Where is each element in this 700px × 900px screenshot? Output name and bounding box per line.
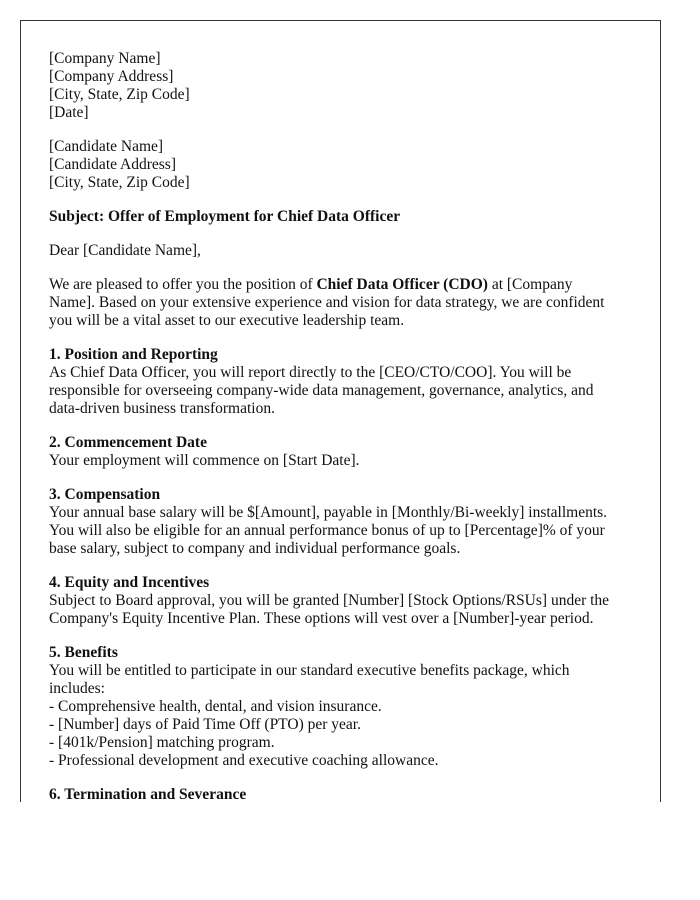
section-heading: 5. Benefits	[49, 644, 118, 661]
section-heading: 4. Equity and Incentives	[49, 574, 210, 591]
recipient-candidate-address: [Candidate Address]	[49, 156, 176, 173]
intro-line-1	[49, 276, 634, 294]
letter-content	[49, 50, 634, 802]
section-compensation	[49, 486, 634, 558]
intro-text-before: We are pleased to offer you the position of	[49, 276, 317, 293]
letter-date: [Date]	[49, 104, 89, 121]
intro-text-after: at [Company	[487, 276, 573, 293]
sender-city-state-zip: [City, State, Zip Code]	[49, 86, 190, 103]
intro-line-2: Name]. Based on your extensive experience and vision for data strategy, we are confident	[49, 294, 605, 311]
benefit-list-item: - Professional development and executive coaching allowance.	[49, 752, 439, 769]
section-line: You will be entitled to participate in our standard executive benefits package, which	[49, 662, 570, 679]
recipient-address-block	[49, 138, 634, 192]
benefit-list-item: - [Number] days of Paid Time Off (PTO) per year.	[49, 716, 361, 733]
section-line: Subject to Board approval, you will be granted [Number] [Stock Options/RSUs] under the	[49, 592, 610, 609]
section-line: includes:	[49, 680, 105, 697]
section-heading: 6. Termination and Severance	[49, 786, 247, 802]
letter-page	[20, 20, 661, 802]
intro-line-3: you will be a vital asset to our executive leadership team.	[49, 312, 405, 329]
section-equity-incentives	[49, 574, 634, 628]
benefit-list-item: - [401k/Pension] matching program.	[49, 734, 275, 751]
section-commencement-date	[49, 434, 634, 470]
section-line: Your employment will commence on [Start Date].	[49, 452, 360, 469]
section-line: responsible for overseeing company-wide data management, governance, analytics, and	[49, 382, 594, 399]
section-heading: 2. Commencement Date	[49, 434, 207, 451]
recipient-candidate-name: [Candidate Name]	[49, 138, 164, 155]
section-termination-severance	[49, 786, 634, 802]
salutation: Dear [Candidate Name],	[49, 242, 201, 259]
section-line: data-driven business transformation.	[49, 400, 275, 417]
benefit-list-item: - Comprehensive health, dental, and vision insurance.	[49, 698, 382, 715]
section-line: Your annual base salary will be $[Amount], payable in [Monthly/Bi-weekly] installments.	[49, 504, 608, 521]
section-line: You will also be eligible for an annual performance bonus of up to [Percentage]% of your	[49, 522, 605, 539]
intro-role: Chief Data Officer (CDO)	[316, 276, 488, 293]
recipient-city-state-zip: [City, State, Zip Code]	[49, 174, 190, 191]
sender-company-address: [Company Address]	[49, 68, 174, 85]
section-line: As Chief Data Officer, you will report directly to the [CEO/CTO/COO]. You will be	[49, 364, 572, 381]
intro-paragraph	[49, 276, 634, 330]
sender-address-block	[49, 50, 634, 122]
sender-company-name: [Company Name]	[49, 50, 161, 67]
section-line: Company's Equity Incentive Plan. These options will vest over a [Number]-year period.	[49, 610, 594, 627]
subject-line: Subject: Offer of Employment for Chief Data Officer	[49, 208, 401, 225]
section-heading: 1. Position and Reporting	[49, 346, 218, 363]
section-heading: 3. Compensation	[49, 486, 161, 503]
section-line: base salary, subject to company and individual performance goals.	[49, 540, 461, 557]
section-benefits	[49, 644, 634, 770]
section-position-reporting	[49, 346, 634, 418]
